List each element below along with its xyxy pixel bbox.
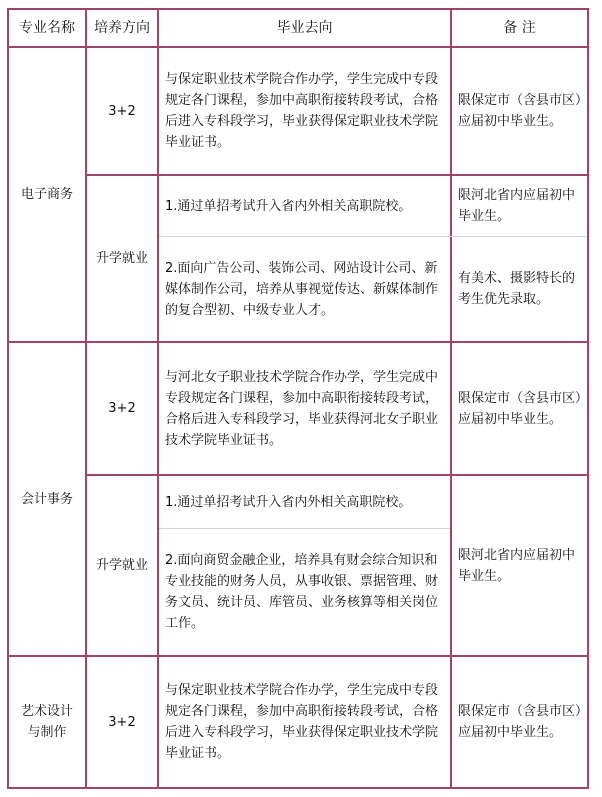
direction-3plus2: 3+2 [108,714,136,730]
major-ecommerce: 电子商务 [20,187,73,202]
direction-3plus2: 3+2 [108,103,136,119]
note-text: 有美术、摄影特长的考生优先录取。 [458,271,576,307]
row-border [7,787,589,789]
note-text: 限保定市（含县市区）应届初中毕业生。 [458,704,582,740]
destination-text: 2.面向商贸金融企业，培养具有财会综合知识和专业技能的财务人员，从事收银、票据管理、财务文员、统计员、库管员、业务核算等相关岗位工作。 [165,553,439,631]
note-text: 限保定市（含县市区）应届初中毕业生。 [458,390,582,427]
header-direction: 培养方向 [94,19,150,36]
major-accounting: 会计事务 [20,491,73,507]
destination-text: 1.通过单招考试升入省内外相关高职院校。 [165,494,412,510]
destination-text: 2.面向广告公司、装饰公司、网站设计公司、新媒体制作公司，培养从事视觉传达、新媒体制作的复合型初、中级专业人才。 [165,260,439,318]
direction-further-study: 升学就业 [95,558,148,573]
note-text: 限河北省内应届初中毕业生。 [458,547,576,584]
direction-further-study: 升学就业 [95,251,148,266]
header-destination: 毕业去向 [276,19,333,36]
header-notes: 备 注 [503,19,536,36]
destination-text: 与保定职业技术学院合作办学，学生完成中专段规定各门课程，参加中高职衔接转段考试，合格后进入专科段学习，毕业获得保定职业技术学院毕业证书。 [165,72,439,150]
destination-text: 与保定职业技术学院合作办学，学生完成中专段规定各门课程，参加中高职衔接转段考试，合格后进入专科段学习，毕业获得保定职业技术学院毕业证书。 [165,683,439,761]
destination-text: 与河北女子职业技术学院合作办学，学生完成中专段规定各门课程，参加中高职衔接转段考试，合格后进入专科段学习，毕业获得河北女子职业技术学院毕业证书。 [165,369,439,448]
header-major: 专业名称 [19,19,75,36]
note-text: 限保定市（含县市区）应届初中毕业生。 [458,93,582,129]
note-text: 限河北省内应届初中毕业生。 [458,188,576,224]
destination-text: 1.通过单招考试升入省内外相关高职院校。 [165,198,412,214]
direction-3plus2: 3+2 [108,401,136,416]
major-art-design: 艺术设计与制作 [20,704,73,740]
column-border [587,8,589,789]
